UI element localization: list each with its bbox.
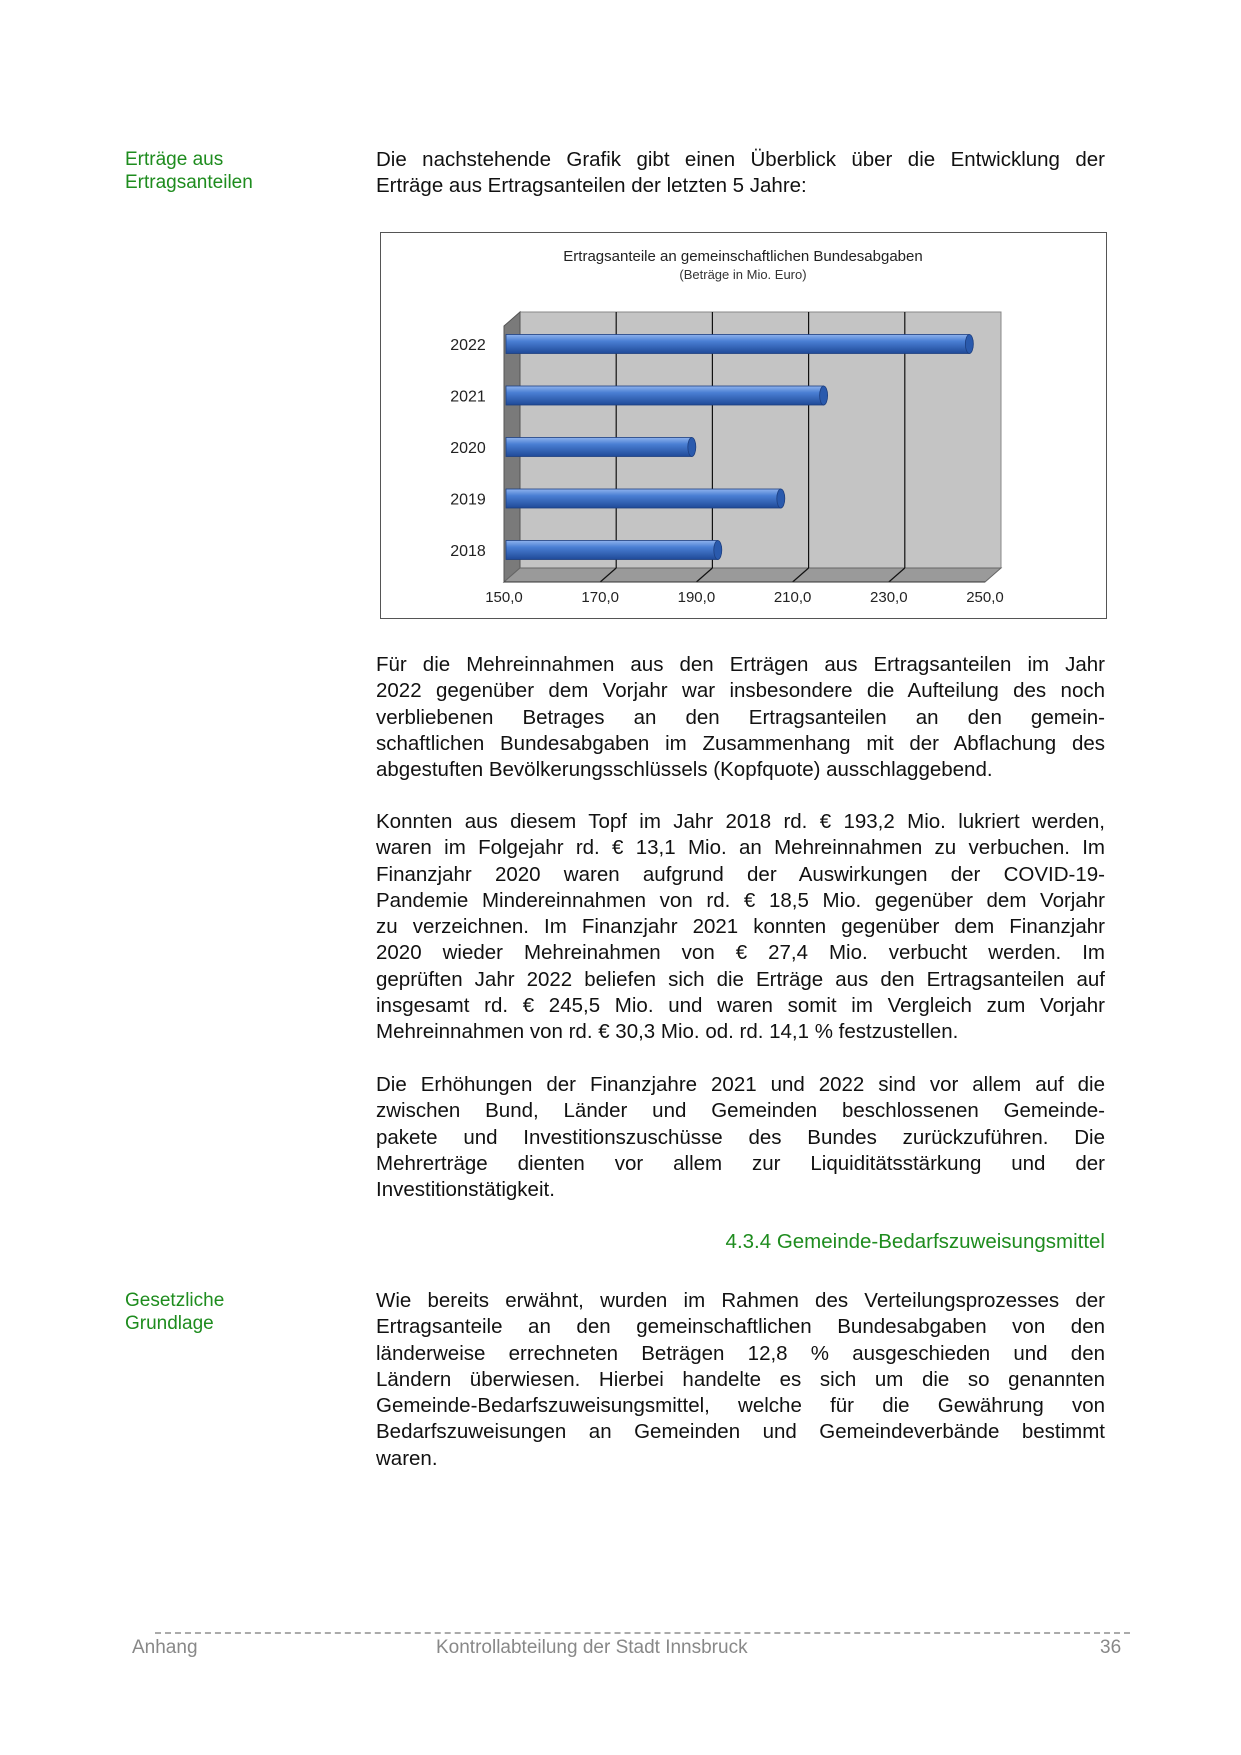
paragraph-erhoehungen xyxy=(376,1072,1105,1203)
label-line: Erträge aus xyxy=(125,149,224,170)
bar-cap-2020 xyxy=(688,438,696,457)
section-heading: 4.3.4 Gemeinde-Bedarfszuweisungsmittel xyxy=(725,1230,1105,1253)
y-tick-label: 2022 xyxy=(450,337,486,354)
x-tick-label: 210,0 xyxy=(773,589,812,606)
bar-2020 xyxy=(506,438,692,457)
text-line: schaftlichen Bundesabgaben im Zusammenhang mit der Abflachung des xyxy=(376,731,1105,755)
sidebar-label-ertraege xyxy=(125,148,253,194)
text-line: Mehreinnahmen von rd. € 30,3 Mio. od. rd. 14,1 % festzustellen. xyxy=(376,1020,959,1044)
bar-cap-2021 xyxy=(820,386,828,405)
text-line: pakete und Investitionszuschüsse des Bundes zurückzuführen. Die xyxy=(376,1125,1105,1149)
page-number: 36 xyxy=(1100,1637,1122,1658)
text-line: Für die Mehreinnahmen aus den Erträgen aus Ertragsanteilen im Jahr xyxy=(376,653,1105,676)
text-line: Die Erhöhungen der Finanzjahre 2021 und 2022 sind vor allem auf die xyxy=(376,1073,1105,1096)
text-line: 2022 gegenüber dem Vorjahr war insbesondere die Aufteilung des noch xyxy=(376,679,1105,703)
bar-2018 xyxy=(506,541,718,560)
text-line: länderweise errechneten Beträgen 12,8 % ausgeschieden und den xyxy=(376,1341,1105,1365)
bar-cap-2018 xyxy=(714,541,722,560)
y-tick-label: 2019 xyxy=(450,491,486,509)
x-tick-label: 230,0 xyxy=(870,589,908,606)
text-line: Gemeinde-Bedarfszuweisungsmittel, welche für die Gewährung von xyxy=(376,1394,1105,1418)
text-line: Pandemie Mindereinnahmen von rd. € 18,5 Mio. gegenüber dem Vorjahr xyxy=(376,888,1105,912)
bar-2021 xyxy=(506,386,824,405)
text-line: Investitionstätigkeit. xyxy=(376,1178,555,1202)
paragraph-entwicklung xyxy=(376,809,1105,1046)
y-tick-label: 2020 xyxy=(450,440,486,457)
text-line: Wie bereits erwähnt, wurden im Rahmen des Verteilungsprozesses der xyxy=(376,1289,1105,1312)
text-line: abgestuften Bevölkerungsschlüssels (Kopfquote) ausschlaggebend. xyxy=(376,758,993,782)
text-line: verbliebenen Betrages an den Ertragsanteilen an den gemein- xyxy=(376,705,1105,729)
text-line: 2020 wieder Mehreinahmen von € 27,4 Mio. verbucht werden. Im xyxy=(376,941,1105,965)
footer-divider xyxy=(155,1632,1130,1634)
label-line: Ertragsanteilen xyxy=(125,172,253,193)
y-tick-label: 2021 xyxy=(450,388,486,406)
x-tick-label: 250,0 xyxy=(966,589,1004,606)
label-line: Gesetzliche xyxy=(125,1290,225,1311)
text-line: Mehrerträge dienten vor allem zur Liquiditätsstärkung und der xyxy=(376,1151,1105,1175)
x-tick-label: 190,0 xyxy=(677,589,716,606)
bar-2019 xyxy=(506,489,781,508)
sidebar-label-gesetzlich xyxy=(125,1289,224,1335)
plot-floor xyxy=(504,568,1001,582)
text-line: Bedarfszuweisungen an Gemeinden und Gemeindeverbände bestimmt xyxy=(376,1420,1105,1444)
chart-subtitle: (Beträge in Mio. Euro) xyxy=(679,267,807,282)
paragraph-intro xyxy=(376,147,1105,200)
text-line: geprüften Jahr 2022 beliefen sich die Erträge aus den Ertragsanteilen auf xyxy=(376,967,1105,991)
bar-cap-2022 xyxy=(965,335,973,354)
chart-title: Ertragsanteile an gemeinschaftlichen Bundesabgaben xyxy=(563,248,923,265)
footer-organization: Kontrollabteilung der Stadt Innsbruck xyxy=(436,1637,748,1658)
x-tick-label: 150,0 xyxy=(485,589,523,606)
text-line: insgesamt rd. € 245,5 Mio. und waren somit im Vergleich zum Vorjahr xyxy=(376,994,1105,1018)
text-line: Erträge aus Ertragsanteilen der letzten 5 Jahre: xyxy=(376,174,807,198)
text-line: Die nachstehende Grafik gibt einen Überblick über die Entwicklung der xyxy=(376,148,1105,171)
text-line: zwischen Bund, Länder und Gemeinden beschlossenen Gemeinde- xyxy=(376,1099,1105,1123)
bar-cap-2019 xyxy=(777,489,785,508)
text-line: waren im Folgejahr rd. € 13,1 Mio. an Mehreinnahmen zu verbuchen. Im xyxy=(376,836,1105,860)
text-line: zu verzeichnen. Im Finanzjahr 2021 konnten gegenüber dem Finanzjahr xyxy=(376,915,1105,939)
bar-2022 xyxy=(506,335,969,354)
text-line: waren. xyxy=(376,1446,438,1470)
footer-section: Anhang xyxy=(132,1637,198,1658)
x-tick-label: 170,0 xyxy=(581,589,619,606)
label-line: Grundlage xyxy=(125,1313,214,1334)
text-line: Ländern überwiesen. Hierbei handelte es sich um die so genannten xyxy=(376,1367,1105,1391)
bar-chart xyxy=(380,232,1107,619)
text-line: Konnten aus diesem Topf im Jahr 2018 rd. € 193,2 Mio. lukriert werden, xyxy=(376,810,1105,833)
y-tick-label: 2018 xyxy=(450,543,486,560)
text-line: Finanzjahr 2020 waren aufgrund der Auswirkungen der COVID-19- xyxy=(376,862,1105,886)
paragraph-mehreinnahmen xyxy=(376,652,1105,783)
paragraph-bedarfszuweisung xyxy=(376,1288,1105,1472)
text-line: Ertragsanteile an den gemeinschaftlichen Bundesabgaben von den xyxy=(376,1315,1105,1339)
